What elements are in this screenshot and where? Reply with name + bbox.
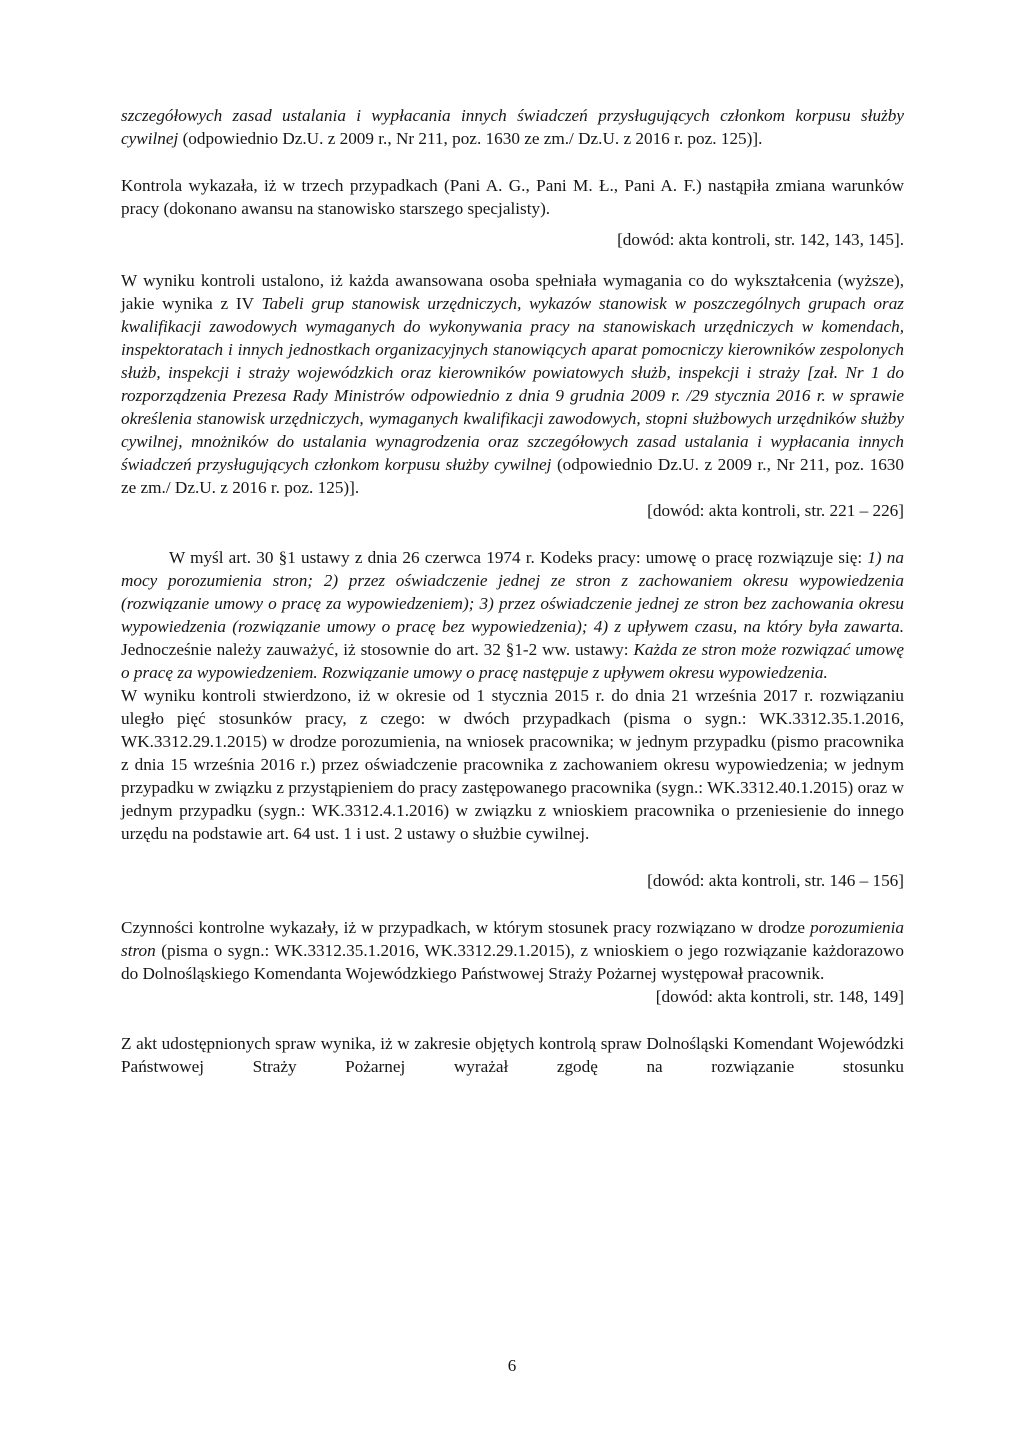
paragraph-agreements: [121, 916, 904, 985]
italic-regulation: Tabeli grup stanowisk urzędniczych, wykazów stanowisk w poszczególnych grupach oraz kwalifikacji zawodowych wymaganych do wykonywania pracy na stanowiskach urzędniczych w komendach, inspektoratach i innych jednostkach organizacyjnych stanowiących aparat pomocniczy kierowników zespolonych służb, inspekcji i straży wojewódzkich oraz kierowników powiatowych służb, inspekcji i straży [zał. Nr 1 do rozporządzenia Prezesa Rady Ministrów odpowiednio z dnia 9 grudnia 2009 r. /29 stycznia 2016 r. w sprawie określenia stanowisk urzędniczych, wymaganych kwalifikacji zawodowych, stopni służbowych urzędników służby cywilnej, mnożników do ustalania wynagrodzenia oraz szczegółowych zasad ustalania i wypłacania innych świadczeń przysługujących członkom korpusu służby cywilnej: [121, 294, 904, 474]
paragraph-promotions: Kontrola wykazała, iż w trzech przypadkach (Pani A. G., Pani M. Ł., Pani A. F.) nastąpiła zmiana warunków pracy (dokonano awansu na stanowisko starszego specjalisty).: [121, 176, 904, 218]
labour-code-intro: W myśl art. 30 §1 ustawy z dnia 26 czerwca 1974 r. Kodeks pracy: umowę o pracę rozwiązuje się:: [169, 548, 868, 567]
evidence-reference-3: [dowód: akta kontroli, str. 146 – 156]: [647, 871, 904, 890]
paragraph-labour-code: [121, 546, 904, 684]
italic-agreement-term: porozumienia stron: [121, 918, 904, 960]
qualifications-text: W wyniku kontroli ustalono, iż każda awansowana osoba spełniała wymagania co do wykształcenia (wyższe), jakie wynika z IV: [121, 271, 904, 313]
paragraph-terminations: W wyniku kontroli stwierdzono, iż w okresie od 1 stycznia 2015 r. do dnia 21 września 2017 r. rozwiązaniu uległo pięć stosunków pracy, z czego: w dwóch przypadkach (pisma o sygn.: WK.3312.35.1.2016, WK.3312.29.1.2015) w drodze porozumienia, na wniosek pracownika; w jednym przypadku (pismo pracownika z dnia 15 września 2016 r.) przez oświadczenie pracownika z zachowaniem okresu wypowiedzenia; w jednym przypadku w związku z przystąpieniem do pracy zastępowanego pracownika (sygn.: WK.3312.40.1.2015) oraz w jednym przypadku (sygn.: WK.3312.4.1.2016) w związku z wnioskiem pracownika o przeniesienie do innego urzędu na podstawie art. 64 ust. 1 i ust. 2 ustawy o służbie cywilnej.: [121, 686, 904, 843]
italic-citation: szczegółowych zasad ustalania i wypłacania innych świadczeń przysługujących członkom korpusu służby cywilnej: [121, 106, 904, 148]
italic-article-30: 1) na mocy porozumienia stron; 2) przez oświadczenie jednej ze stron z zachowaniem okresu wypowiedzenia (rozwiązanie umowy o pracę za wypowiedzeniem); 3) przez oświadczenie jednej ze stron bez zachowania okresu wypowiedzenia (rozwiązanie umowy o pracę bez wypowiedzenia); 4) z upływem czasu, na który była zawarta.: [121, 548, 904, 636]
regulation-reference: (odpowiednio Dz.U. z 2009 r., Nr 211, poz. 1630 ze zm./ Dz.U. z 2016 r. poz. 125)].: [121, 455, 904, 497]
agreements-text-1: Czynności kontrolne wykazały, iż w przypadkach, w którym stosunek pracy rozwiązano w drodze: [121, 918, 811, 937]
document-body: [121, 104, 904, 1078]
paragraph-qualifications: [121, 269, 904, 499]
evidence-reference-1: [dowód: akta kontroli, str. 142, 143, 145].: [617, 230, 904, 249]
paragraph-continuation: [121, 104, 904, 150]
page-number: 6: [507, 1356, 517, 1375]
citation-reference: (odpowiednio Dz.U. z 2009 r., Nr 211, poz. 1630 ze zm./ Dz.U. z 2016 r. poz. 125)].: [178, 129, 763, 148]
labour-code-middle: Jednocześnie należy zauważyć, iż stosownie do art. 32 §1-2 ww. ustawy:: [121, 640, 634, 659]
italic-article-32: Każda ze stron może rozwiązać umowę o pracę za wypowiedzeniem. Rozwiązanie umowy o pracę następuje z upływem okresu wypowiedzenia.: [121, 640, 904, 682]
agreements-text-2: (pisma o sygn.: WK.3312.35.1.2016, WK.3312.29.1.2015), z wnioskiem o jego rozwiązanie każdorazowo do Dolnośląskiego Komendanta Wojewódzkiego Państwowej Straży Pożarnej występował pracownik.: [121, 941, 904, 983]
paragraph-consent: Z akt udostępnionych spraw wynika, iż w zakresie objętych kontrolą spraw Dolnośląski Komendant Wojewódzki Państwowej Straży Pożarnej wyrażał zgodę na rozwiązanie stosunku: [121, 1034, 904, 1076]
evidence-reference-2: [dowód: akta kontroli, str. 221 – 226]: [647, 501, 904, 520]
evidence-reference-4: [dowód: akta kontroli, str. 148, 149]: [655, 987, 904, 1006]
